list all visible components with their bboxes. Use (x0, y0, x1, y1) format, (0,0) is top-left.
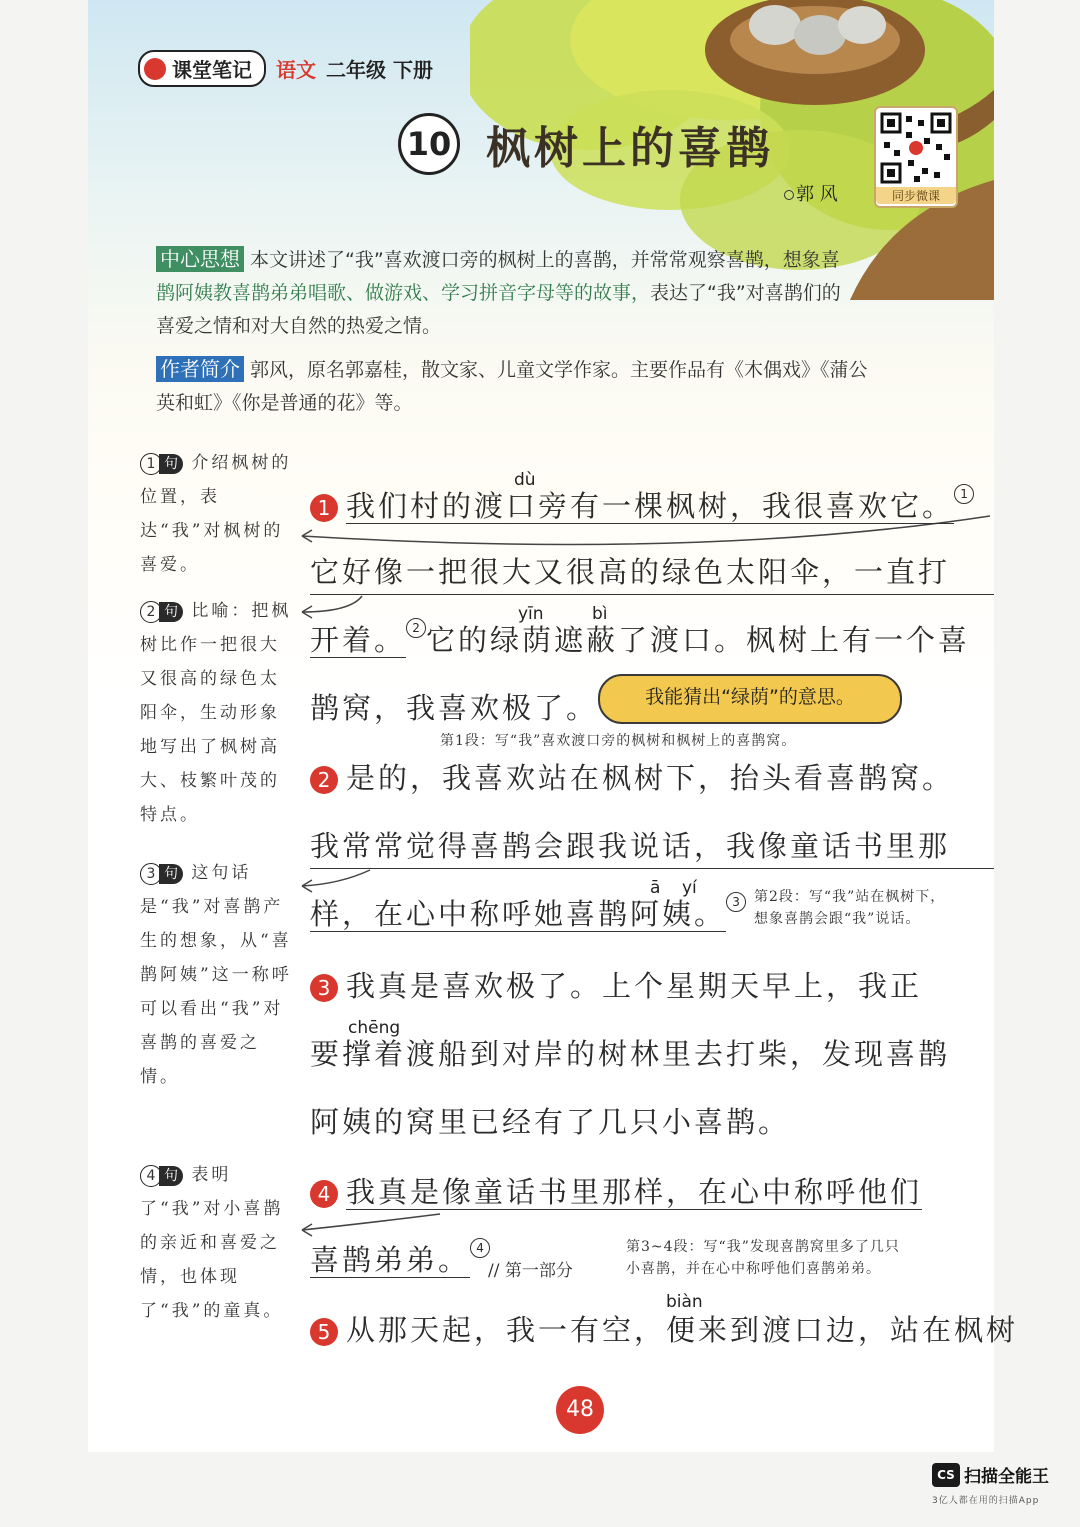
p3-line-3: 阿姨的窝里已经有了几只小喜鹊。 (310, 1105, 791, 1139)
grade-label: 二年级 下册 (326, 58, 433, 82)
scanner-watermark (932, 1462, 1049, 1506)
pinyin-du: dù (514, 470, 536, 490)
summary-3: 第3~4段：写“我”发现喜鹊窝里多了几只 小喜鹊，并在心中称呼他们喜鹊弟弟。 (626, 1239, 900, 1277)
book-header (138, 50, 433, 87)
qr-code[interactable] (874, 106, 958, 208)
pinyin-a: ā (650, 878, 661, 898)
qr-label: 同步微课 (876, 187, 956, 204)
sentence-number-3: 3 (726, 892, 746, 912)
author-intro-section: 作者简介 郭风，原名郭嘉桂，散文家、儿童文学作家。主要作品有《木偶戏》《蒲公 英和虹》《你是普通的花》等。 (156, 357, 868, 414)
p3-line-2: 要撑着渡船到对岸的树林里去打柴，发现喜鹊 (310, 1037, 951, 1071)
p5-line-1: 5 从那天起，我一有空，便来到渡口边，站在枫树 (310, 1308, 994, 1352)
sentence-number-1: 1 (954, 484, 974, 504)
p4-line-2: 喜鹊弟弟。 4 (310, 1238, 490, 1282)
sentence-number-4: 4 (470, 1238, 490, 1258)
pinyin-yi: yí (682, 878, 697, 898)
sentence-number-2: 2 (406, 618, 426, 638)
paragraph-number-4: 4 (310, 1180, 338, 1208)
lesson-title: 枫树上的喜鹊 (486, 123, 774, 174)
p2-line-1: 2 是的，我喜欢站在枫树下，抬头看喜鹊窝。 (310, 756, 994, 800)
paragraph-number-5: 5 (310, 1318, 338, 1346)
pinyin-yin: yīn (518, 604, 544, 624)
note-1: 1 句 介绍枫树的位置，表达“我”对枫树的喜爱。 (140, 453, 292, 575)
page-number: 48 (556, 1386, 604, 1434)
note-4: 4 句 表明了“我”对小喜鹊的亲近和喜爱之情，也体现了“我”的童真。 (140, 1165, 284, 1321)
author-name: 郭 风 (784, 180, 838, 206)
note-2: 2 句 比喻：把枫树比作一把很大又很高的绿色太阳伞，生动形象地写出了枫树高大、枝繁叶茂的特点。 (140, 601, 292, 825)
p1-line-1: 1 我们村的渡口旁有一棵枫树，我很喜欢它。 1 (310, 484, 994, 528)
summary-2: 第2段：写“我”站在枫树下， 想象喜鹊会跟“我”说话。 (754, 889, 946, 927)
brand-badge (138, 50, 266, 87)
pinyin-bian: biàn (666, 1292, 703, 1312)
p4-line-1: 4 我真是像童话书里那样，在心中称呼他们 (310, 1170, 994, 1214)
p2-line-3: 样，在心中称呼她喜鹊阿姨。 3 (310, 892, 750, 936)
scanner-logo-icon: CS (932, 1463, 960, 1487)
p2-line-2: 我常常觉得喜鹊会跟我说话，我像童话书里那 (310, 824, 994, 869)
paragraph-number-2: 2 (310, 766, 338, 794)
qr-code-icon (878, 110, 954, 186)
p1-line-2: 它好像一把很大又很高的绿色太阳伞，一直打 (310, 550, 994, 595)
summary-1: 第1段：写“我”喜欢渡口旁的枫树和枫树上的喜鹊窝。 (440, 733, 797, 749)
pinyin-bi: bì (592, 604, 608, 624)
lesson-title-block (398, 112, 774, 176)
lesson-number: 10 (398, 113, 460, 175)
brand-name: 课堂笔记 (172, 58, 252, 82)
author-mark-icon (784, 190, 794, 200)
paragraph-number-1: 1 (310, 494, 338, 522)
part-mark: // 第一部分 (488, 1261, 573, 1281)
scanner-name: 扫描全能王 (964, 1467, 1049, 1487)
note-3: 3 句 这句话是“我”对喜鹊产生的想象，从“喜鹊阿姨”这一称呼可以看出“我”对喜鹊的喜爱之情。 (140, 863, 292, 1087)
p1-line-3: 开着。 2 它的绿荫遮蔽了渡口。枫树上有一个喜 (310, 618, 994, 662)
center-idea-label: 中心思想 (156, 246, 244, 272)
pinyin-cheng: chēng (348, 1018, 401, 1038)
center-idea-section: 中心思想 本文讲述了“我”喜欢渡口旁的枫树上的喜鹊，并常常观察喜鹊，想象喜 鹊阿姨教喜鹊弟弟唱歌、做游戏、学习拼音字母等的故事，表达了“我”对喜鹊们的 喜爱之情和对大自然的热爱之情。 (156, 247, 841, 337)
paragraph-number-3: 3 (310, 974, 338, 1002)
thought-bubble: 我能猜出“绿荫”的意思。 (598, 674, 902, 724)
author-intro-label: 作者简介 (156, 356, 244, 382)
p3-line-1: 3 我真是喜欢极了。上个星期天早上，我正 (310, 964, 994, 1008)
subject-label: 语文 (276, 58, 316, 82)
brand-logo-icon (144, 58, 166, 80)
p1-line-4: 鹊窝，我喜欢极了。 (310, 691, 599, 725)
scanner-tagline: 3亿人都在用的扫描App (932, 1496, 1040, 1506)
